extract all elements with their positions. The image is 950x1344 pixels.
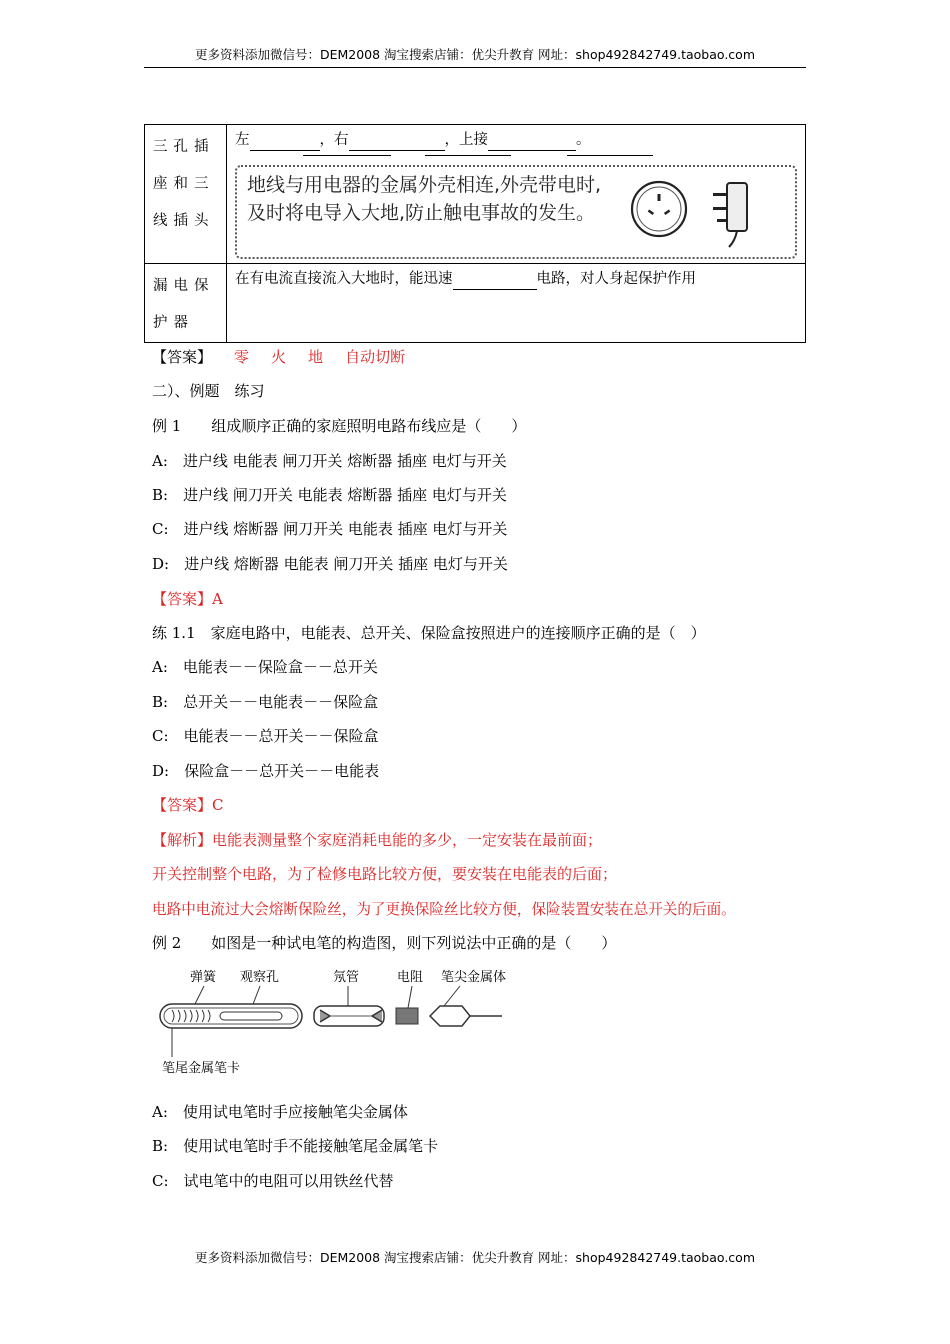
figure-caption: 地线与用电器的金属外壳相连,外壳带电时,及时将电导入大地,防止触电事故的发生。 [247,174,602,224]
row-content-leakage: 在有电流直接流入大地时，能迅速 电路，对人身起保护作用 [227,264,806,343]
test-pen-diagram [150,962,530,1082]
socket-table [144,124,806,343]
row-label-leakage: 漏电保护器 [145,264,227,343]
pen-tip [430,1006,470,1026]
label-tip: 笔尖金属体 [441,970,507,985]
window-slot [220,1012,282,1020]
blank-cut [453,273,537,290]
page-footer: 更多资料添加微信号：DEM2008 淘宝搜索店铺：优尖升教育 网址：shop492842749.taobao.com [194,1250,756,1265]
example-1-question: 例 1 组成顺序正确的家庭照明电路布线应是（ ） [152,417,527,435]
example-1-option-a: A: 进户线 电能表 闸刀开关 熔断器 插座 电灯与开关 [152,452,507,470]
practice-1-option-c: C: 电能表－－总开关－－保险盒 [152,727,379,745]
example-2-option-c: C: 试电笔中的电阻可以用铁丝代替 [152,1172,394,1190]
example-1-answer: 【答案】A [152,590,223,608]
answer-underlines [235,151,797,163]
label-neon: 氖管 [333,970,360,985]
row-content-socket [227,125,806,264]
section-heading: 二）、例题 练习 [152,382,265,400]
practice-1-question: 练 1.1 家庭电路中，电能表、总开关、保险盒按照进户的连接顺序正确的是（ ） [152,624,706,642]
ground-wire-figure [235,165,797,259]
blank-left [250,134,320,151]
label-clip: 笔尾金属笔卡 [162,1061,241,1076]
example-2-option-b: B: 使用试电笔时手不能接触笔尾金属笔卡 [152,1137,439,1155]
table-row [145,264,806,343]
label-spring: 弹簧 [190,970,217,985]
practice-1-option-b: B: 总开关－－电能表－－保险盒 [152,693,379,711]
practice-1-explanation-2: 开关控制整个电路，为了检修电路比较方便，要安装在电能表的后面； [152,865,618,883]
example-1-option-d: D: 进户线 熔断器 电能表 闸刀开关 插座 电灯与开关 [152,555,508,573]
example-1-option-c: C: 进户线 熔断器 闸刀开关 电能表 插座 电灯与开关 [152,520,508,538]
example-2-option-a: A: 使用试电笔时手应接触笔尖金属体 [152,1103,408,1121]
blank-right [349,134,445,151]
socket-fill-line: 左 ，右 ，上接 。 [235,129,797,151]
practice-1-explanation-1: 【解析】电能表测量整个家庭消耗电能的多少，一定安装在最前面； [152,831,603,849]
answer-socket: 【答案】 零 火 地 自动切断 [152,348,406,366]
example-2-question: 例 2 如图是一种试电笔的构造图，则下列说法中正确的是（ ） [152,934,617,952]
row-label-socket: 三孔插座和三线插头 [145,125,227,264]
label-window: 观察孔 [240,970,280,985]
three-pin-plug-icon [699,173,769,255]
practice-1-explanation-3: 电路中电流过大会熔断保险丝，为了更换保险丝比较方便，保险装置安装在总开关的后面。 [152,901,736,918]
blank-top [488,134,576,151]
resistor-block [396,1008,418,1024]
practice-1-option-d: D: 保险盒－－总开关－－电能表 [152,762,380,780]
practice-1-option-a: A: 电能表－－保险盒－－总开关 [152,658,378,676]
example-1-option-b: B: 进户线 闸刀开关 电能表 熔断器 插座 电灯与开关 [152,486,507,504]
label-resistor: 电阻 [397,970,424,985]
table-row [145,125,806,264]
practice-1-answer: 【答案】C [152,796,224,814]
page-header: 更多资料添加微信号：DEM2008 淘宝搜索店铺：优尖升教育 网址：shop492842749.taobao.com [144,45,806,68]
